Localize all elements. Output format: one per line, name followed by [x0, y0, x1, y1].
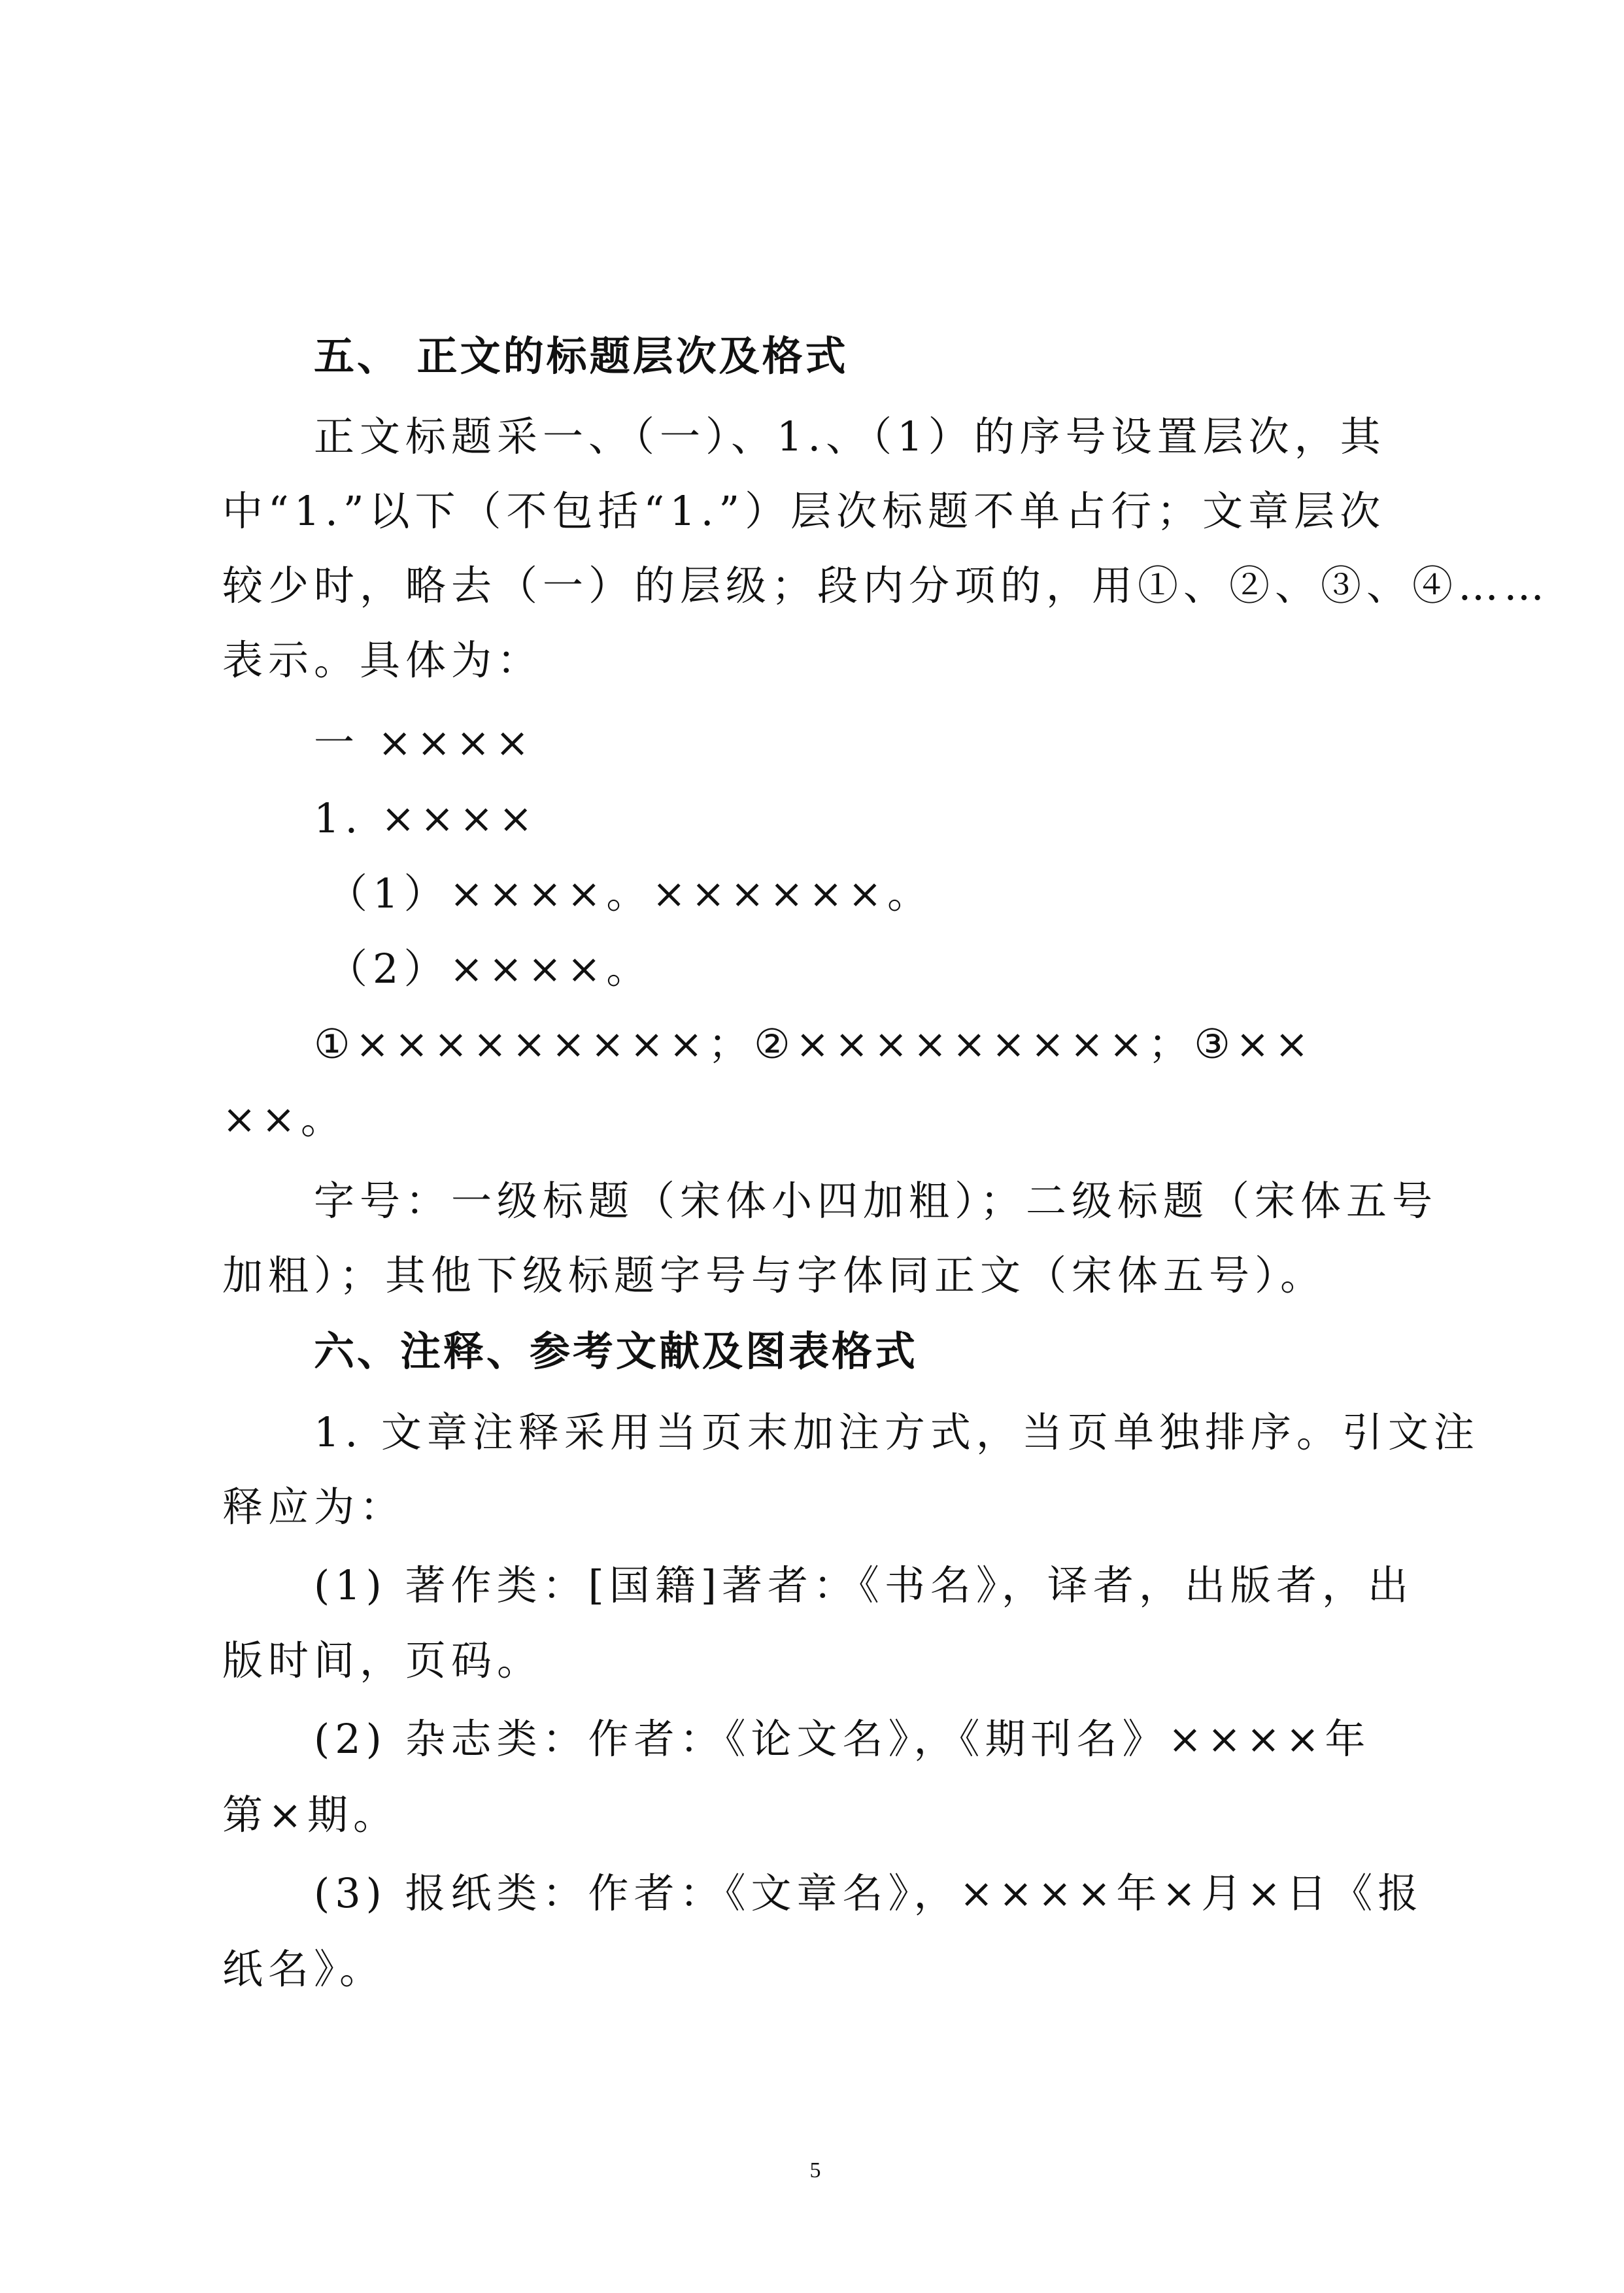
font-size-note: 字号：一级标题（宋体小四加粗）；二级标题（宋体五号 [314, 1177, 1438, 1225]
example-inline-items: ××。 [222, 1095, 347, 1143]
example-level-4: （2）××××。 [327, 945, 652, 993]
citation-journal: 第×期。 [222, 1791, 399, 1839]
paragraph-line: 较少时，略去（一）的层级；段内分项的，用①、②、③、④…… [222, 562, 1550, 609]
paragraph-line: 中“1.”以下（不包括“1.”）层次标题不单占行；文章层次 [222, 487, 1386, 535]
paragraph-line: 正文标题采一、（一）、1.、（1）的序号设置层次，其 [314, 413, 1386, 460]
paragraph-line: 释应为： [222, 1483, 406, 1531]
font-size-note: 加粗）；其他下级标题字号与字体同正文（宋体五号）。 [222, 1251, 1327, 1299]
example-level-4: （1）××××。××××××。 [327, 870, 933, 917]
section-6-heading: 六、注释、参考文献及图表格式 [314, 1327, 919, 1375]
citation-newspaper: (3) 报纸类：作者：《文章名》，××××年×月×日《报 [314, 1869, 1424, 1917]
citation-newspaper: 纸名》。 [222, 1945, 386, 1993]
example-level-3: 1. ×××× [314, 794, 538, 842]
citation-book: 版时间，页码。 [222, 1637, 543, 1684]
citation-journal: (2) 杂志类：作者：《论文名》，《期刊名》××××年 [314, 1715, 1371, 1763]
paragraph-line: 表示。具体为： [222, 636, 543, 684]
citation-book: (1) 著作类：[国籍]著者：《书名》，译者，出版者，出 [314, 1561, 1413, 1609]
example-inline-items: ①×××××××××；②×××××××××；③×× [314, 1020, 1314, 1068]
section-5-heading: 五、 正文的标题层次及格式 [314, 332, 849, 380]
page-number: 5 [809, 2158, 821, 2183]
paragraph-line: 1. 文章注释采用当页末加注方式，当页单独排序。引文注 [314, 1408, 1480, 1456]
example-level-1: 一 ×××× [314, 719, 535, 766]
